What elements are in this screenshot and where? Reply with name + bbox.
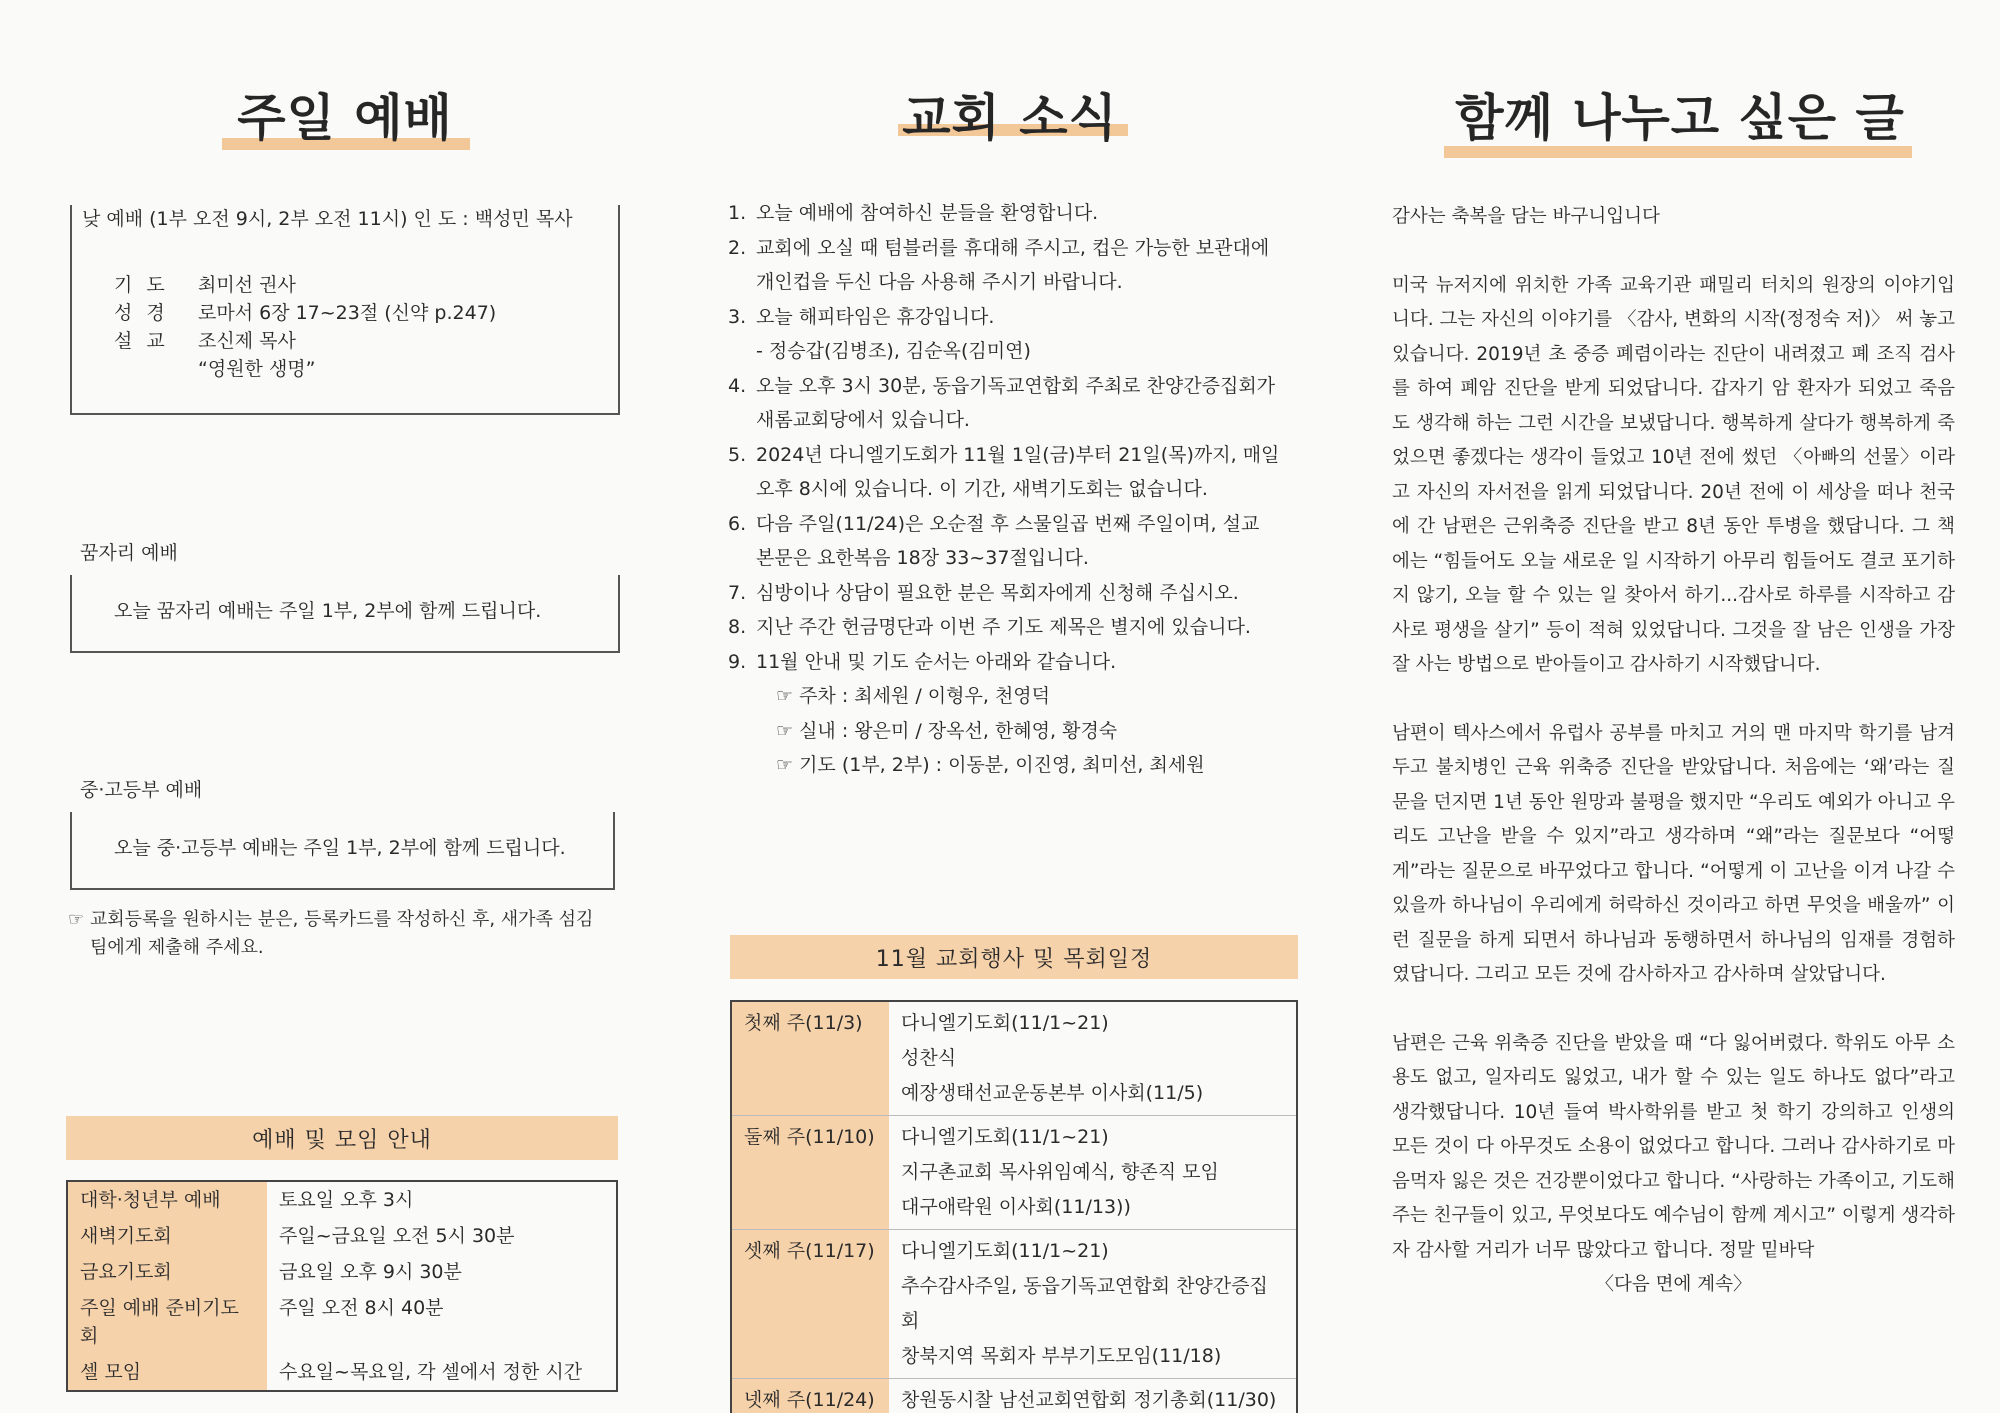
list-item: 5. 2024년 다니엘기도회가 11월 1일(금)부터 21일(목)까지, 매일 오후 8시에 있습니다. 이 기간, 새벽기도회는 없습니다. xyxy=(728,443,1280,500)
list-item: 3. 오늘 해피타임은 휴강입니다. - 정승갑(김병조), 김순옥(김미연) xyxy=(728,305,1031,362)
kids-service-box xyxy=(70,575,620,653)
youth-service-text: 오늘 중·고등부 예배는 주일 1부, 2부에 함께 드립니다. xyxy=(114,837,566,859)
kids-service-head: 꿈자리 예배 xyxy=(80,542,178,564)
table-row: 셀 모임 수요일~목요일, 각 셀에서 정한 시간 xyxy=(67,1354,617,1391)
table-row: 주일 예배 준비기도회 주일 오전 8시 40분 xyxy=(67,1290,617,1354)
events-title: 11월 교회행사 및 목회일정 xyxy=(730,935,1298,979)
article-heading: 감사는 축복을 담는 바구니입니다 xyxy=(1392,206,1660,227)
article-paragraph: 남편은 근육 위축증 진단을 받았을 때 “다 잃어버렸다. 학위도 아무 소용도 없고, 일자리도 잃었고, 내가 할 수 있는 일도 하나도 없다”라고 생각했답니다. 10년 들여 박사학위를 받고 첫 학기 강의하고 인생의 모든 것이 다 아무것도 소용이 없었다고 합니다. 그러나 감사하기로 마음먹자 잃은 것은 건강뿐이었다고 합니다. “사랑하는 가족이고, 기도해주는 친구들이 있고, 무엇보다도 예수님이 함께 계시고” 이렇게 생각하자 감사할 거리가 너무 많았다고 합니다. 정말 밑바닥 xyxy=(1392,1032,1955,1261)
section-title-worship: 주일 예배 xyxy=(237,89,453,147)
news-list xyxy=(728,196,1308,783)
detail-row: 설교 조신제 목사 xyxy=(114,330,296,352)
article-paragraph: 남편이 텍사스에서 유럽사 공부를 마치고 거의 맨 마지막 학기를 남겨두고 불치병인 근육 위축증 진단을 받았답니다. 처음에는 ‘왜’라는 질문을 던지면 1년 동안 원망과 불평을 했지만 “우리도 예외가 아니고 우리도 고난을 받을 수 있지”라고 생각하며 “왜”라는 질문보다 “어떻게”라는 질문으로 바꾸었다고 합니다. “어떻게 이 고난을 이겨 나갈 수 있을까 하나님이 우리에게 허락하신 것이라고 하면 무엇을 배울까” 이런 질문을 하게 되면서 하나님과 동행하면서 하나님의 임재를 경험하였답니다. 그리고 모든 것에 감사하자고 감사하며 살았답니다. xyxy=(1392,722,1955,985)
detail-row: “영원한 생명” xyxy=(198,358,316,380)
schedule-title: 예배 및 모임 안내 xyxy=(66,1116,618,1160)
youth-service-head: 중·고등부 예배 xyxy=(80,779,203,801)
table-row: 둘째 주(11/10) 다니엘기도회(11/1~21) 지구촌교회 목사위임예식, 향존직 모임 대구애락원 이사회(11/13)) xyxy=(731,1116,1297,1230)
continued-note: 〈다음 면에 계속〉 xyxy=(1595,1274,1752,1295)
list-item: 4. 오늘 오후 3시 30분, 동읍기독교연합회 주최로 찬양간증집회가 새롬교회당에서 있습니다. xyxy=(728,374,1276,431)
schedule-table xyxy=(66,1180,618,1392)
detail-row: 성경 로마서 6장 17~23절 (신약 p.247) xyxy=(114,302,497,324)
list-item: 1. 오늘 예배에 참여하신 분들을 환영합니다. xyxy=(728,202,1099,224)
list-item: 2. 교회에 오실 때 텀블러를 휴대해 주시고, 컵은 가능한 보관대에 개인컵을 두신 다음 사용해 주시기 바랍니다. xyxy=(728,236,1270,293)
events-table xyxy=(730,1000,1298,1413)
table-row: 금요기도회 금요일 오후 9시 30분 xyxy=(67,1254,617,1290)
list-item: 6. 다음 주일(11/24)은 오순절 후 스물일곱 번째 주일이며, 설교 본문은 요한복음 18장 33~37절입니다. xyxy=(728,512,1260,569)
detail-row: 기도 최미선 권사 xyxy=(114,274,296,296)
list-item: 8. 지난 주간 헌금명단과 이번 주 기도 제목은 별지에 있습니다. xyxy=(728,616,1251,638)
table-row: 대학·청년부 예배 토요일 오후 3시 xyxy=(67,1181,617,1218)
register-notice: ☞ 교회등록을 원하시는 분은, 등록카드를 작성하신 후, 새가족 섬김팀에게 제출해 주세요. xyxy=(68,909,594,958)
sharing-article xyxy=(1392,200,1955,1303)
table-row: 새벽기도회 주일~금요일 오전 5시 30분 xyxy=(67,1218,617,1254)
article-paragraph: 미국 뉴저지에 위치한 가족 교육기관 패밀리 터치의 원장의 이야기입니다. 그는 자신의 이야기를 〈감사, 변화의 시작(정정숙 저)〉 써 놓고 있습니다. 2019년 초 중증 폐렴이라는 진단이 내려졌고 폐 조직 검사를 하여 폐암 진단을 받게 되었답니다. 갑자기 암 환자가 되었고 죽음도 생각해 하는 그런 시간을 보냈답니다. 행복하게 살다가 행복하게 죽었으면 좋겠다는 생각이 들었고 10년 전에 썼던 〈아빠의 선물〉이라고 자신의 자서전을 읽게 되었답니다. 20년 전에 이 세상을 떠나 천국에 간 남편은 근위축증 진단을 받고 8년 동안 투병을 했답니다. 그 책에는 “힘들어도 오늘 새로운 일 시작하기 아무리 힘들어도 결코 포기하지 않기, 오늘 할 수 있는 일 찾아서 하기...감사로 하루를 시작하고 감사로 평생을 살기” 등이 적혀 있었답니다. 그것을 잘 남은 인생을 가장 잘 사는 방법으로 받아들이고 감사하기 시작했답니다. xyxy=(1392,274,1955,675)
list-item: 9. 11월 안내 및 기도 순서는 아래와 같습니다. ☞ 주차 : 최세원 / 이형우, 천영덕 ☞ 실내 : 왕은미 / 장옥선, 한혜영, 황경숙 ☞ 기도 (1부, 2부) : 이동분, 이진영, 최미선, 최세원 xyxy=(728,650,1205,776)
day-service-head: 낮 예배 (1부 오전 9시, 2부 오전 11시) 인 도 : 백성민 목사 xyxy=(82,208,573,230)
list-item: 7. 심방이나 상담이 필요한 분은 목회자에게 신청해 주십시오. xyxy=(728,581,1239,604)
table-row: 넷째 주(11/24) 창원동시찰 남선교회연합회 정기총회(11/30) xyxy=(731,1379,1297,1413)
section-title-news: 교회 소식 xyxy=(902,89,1118,147)
kids-service-text: 오늘 꿈자리 예배는 주일 1부, 2부에 함께 드립니다. xyxy=(114,600,542,622)
day-service-details xyxy=(82,271,608,383)
table-row: 첫째 주(11/3) 다니엘기도회(11/1~21) 성찬식 예장생태선교운동본부 이사회(11/5) xyxy=(731,1001,1297,1116)
youth-service-box xyxy=(70,812,615,890)
day-service-box xyxy=(70,205,620,415)
table-row: 셋째 주(11/17) 다니엘기도회(11/1~21) 추수감사주일, 동읍기독교연합회 찬양간증집회 창북지역 목회자 부부기도모임(11/18) xyxy=(731,1230,1297,1379)
section-title-sharing: 함께 나누고 싶은 글 xyxy=(1455,89,1905,147)
